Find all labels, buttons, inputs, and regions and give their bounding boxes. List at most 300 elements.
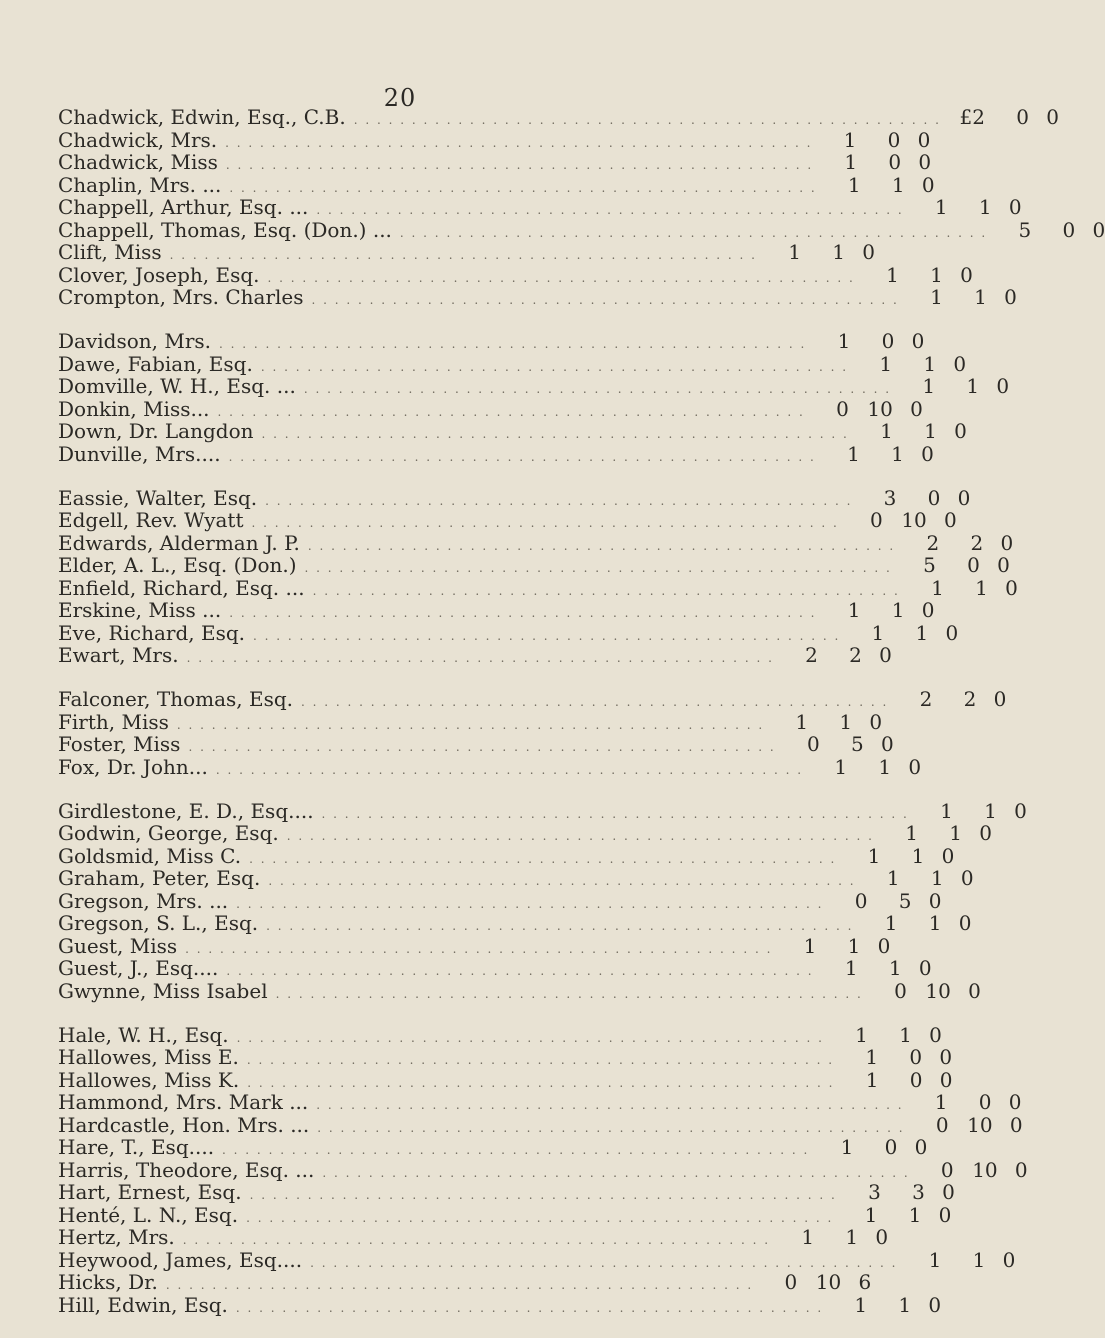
- list-item: [58, 732, 894, 756]
- list-item: [58, 441, 934, 466]
- shillings-value: 1: [928, 911, 942, 935]
- pounds-value: 1: [847, 598, 861, 622]
- amount: [837, 1181, 955, 1204]
- pence-value: 0: [1092, 217, 1105, 242]
- pence-value: 0: [941, 843, 955, 868]
- dot-leader: . . . . . . . . . . . . . . . . . . . . . . . . . . . . . . . . . . . . . . . . . . . . . . . . . . .: [165, 1278, 754, 1292]
- list-item: [58, 866, 974, 890]
- subscriber-name: Crompton, Mrs. Charles: [58, 285, 304, 309]
- dot-leader: . . . . . . . . . . . . . . . . . . . . . . . . . . . . . . . . . . . . . . . . . . . . . . . . . . .: [307, 538, 896, 553]
- subscriber-list: [58, 105, 1105, 1338]
- pence-value: 0: [944, 508, 957, 532]
- list-item: [58, 1135, 928, 1159]
- pounds-value: 1: [934, 1090, 948, 1114]
- pounds-value: 1: [844, 956, 858, 980]
- shillings-value: 0: [967, 553, 980, 577]
- list-item: [58, 821, 992, 845]
- subscriber-name: Henté, L. N., Esq.: [58, 1202, 239, 1227]
- pounds-value: 3: [868, 1180, 881, 1204]
- dot-leader: . . . . . . . . . . . . . . . . . . . . . . . . . . . . . . . . . . . . . . . . . . . . . . . . . . .: [265, 493, 853, 508]
- dot-leader: . . . . . . . . . . . . . . . . . . . . . . . . . . . . . . . . . . . . . . . . . . . . . . . . . . .: [236, 1030, 824, 1045]
- dot-leader: . . . . . . . . . . . . . . . . . . . . . . . . . . . . . . . . . . . . . . . . . . . . . . . . . . .: [185, 941, 773, 956]
- pounds-value: £2: [959, 105, 985, 129]
- dot-leader: . . . . . . . . . . . . . . . . . . . . . . . . . . . . . . . . . . . . . . . . . . . . . . . . . . .: [225, 158, 814, 172]
- pence-value: 0: [928, 888, 942, 913]
- subscriber-name: Down, Dr. Langdon: [58, 419, 254, 443]
- shillings-value: 1: [930, 262, 943, 287]
- shillings-value: 1: [891, 598, 905, 622]
- dot-leader: . . . . . . . . . . . . . . . . . . . . . . . . . . . . . . . . . . . . . . . . . . . . . . . . . . .: [322, 1165, 910, 1180]
- letter-group: [58, 105, 1105, 309]
- dot-leader: . . . . . . . . . . . . . . . . . . . . . . . . . . . . . . . . . . . . . . . . . . . . . . . . . . .: [317, 1120, 905, 1135]
- pounds-value: 1: [865, 1045, 879, 1069]
- pounds-value: 0: [935, 1112, 949, 1137]
- list-item: [58, 1225, 889, 1249]
- pence-value: 0: [917, 127, 931, 152]
- subscriber-name: Falconer, Thomas, Esq.: [58, 687, 294, 711]
- shillings-value: 1: [888, 956, 902, 980]
- pounds-value: 1: [854, 1292, 868, 1317]
- amount: [856, 867, 974, 890]
- pence-value: 0: [939, 1045, 953, 1069]
- shillings-value: 0: [884, 1135, 898, 1159]
- dot-leader: . . . . . . . . . . . . . . . . . . . . . . . . . . . . . . . . . . . . . . . . . . . . . . . . . . .: [399, 225, 988, 240]
- pounds-value: 0: [870, 508, 883, 532]
- pounds-value: 1: [864, 1202, 878, 1227]
- dot-leader: . . . . . . . . . . . . . . . . . . . . . . . . . . . . . . . . . . . . . . . . . . . . . . . . . . .: [176, 717, 765, 732]
- pounds-value: 0: [894, 978, 907, 1003]
- shillings-value: 0: [1062, 217, 1076, 242]
- shillings-value: 1: [924, 419, 937, 443]
- pounds-value: 1: [905, 821, 918, 845]
- subscriber-name: Chadwick, Miss: [58, 150, 218, 174]
- pence-value: 0: [938, 1202, 952, 1227]
- pounds-value: 1: [886, 262, 899, 287]
- list-item: [58, 172, 935, 197]
- amount: [848, 353, 966, 376]
- subscriber-name: Hart, Ernest, Esq.: [58, 1180, 242, 1204]
- pounds-value: 1: [865, 1067, 879, 1092]
- pence-value: 0: [960, 866, 974, 890]
- dot-leader: . . . . . . . . . . . . . . . . . . . . . . . . . . . . . . . . . . . . . . . . . . . . . . . . . . .: [217, 404, 805, 419]
- dot-leader: . . . . . . . . . . . . . . . . . . . . . . . . . . . . . . . . . . . . . . . . . . . . . . . . . . .: [225, 135, 813, 150]
- amount: [816, 443, 934, 466]
- pence-value: 0: [1046, 105, 1059, 129]
- subscriber-name: Edwards, Alderman J. P.: [58, 530, 300, 555]
- list-item: [58, 956, 932, 980]
- pence-value: 0: [1008, 195, 1022, 219]
- subscriber-name: Godwin, George, Esq.: [58, 821, 279, 845]
- list-item: [58, 240, 875, 264]
- dot-leader: . . . . . . . . . . . . . . . . . . . . . . . . . . . . . . . . . . . . . . . . . . . . . . . . . . .: [251, 516, 839, 530]
- shillings-value: 10: [925, 978, 951, 1003]
- list-item: [58, 127, 931, 152]
- pounds-value: 1: [922, 374, 936, 398]
- pence-value: 0: [918, 150, 932, 174]
- pounds-value: 1: [879, 351, 893, 376]
- amount: [941, 106, 1059, 129]
- list-item: [58, 620, 959, 645]
- shillings-value: 1: [898, 1292, 912, 1317]
- list-item: [58, 933, 891, 958]
- amount: [757, 241, 875, 264]
- dot-leader: . . . . . . . . . . . . . . . . . . . . . . . . . . . . . . . . . . . . . . . . . . . . . . . . . . .: [303, 382, 892, 396]
- pounds-value: 1: [871, 620, 885, 645]
- shillings-value: 0: [978, 1090, 992, 1114]
- subscriber-name: Chappell, Arthur, Esq. ...: [58, 195, 309, 219]
- pounds-value: 1: [803, 933, 817, 958]
- dot-leader: . . . . . . . . . . . . . . . . . . . . . . . . . . . . . . . . . . . . . . . . . . . . . . . . . . .: [229, 180, 817, 195]
- list-item: [58, 1247, 1016, 1272]
- shillings-value: 1: [832, 240, 845, 264]
- dot-leader: . . . . . . . . . . . . . . . . . . . . . . . . . . . . . . . . . . . . . . . . . . . . . . . . . . .: [235, 1300, 824, 1315]
- list-item: [58, 374, 1010, 398]
- list-item: [58, 1045, 953, 1069]
- amount: [863, 980, 981, 1003]
- pence-value: 0: [928, 1292, 942, 1317]
- pounds-value: 1: [934, 195, 948, 219]
- shillings-value: 1: [974, 285, 987, 309]
- pence-value: 0: [1005, 575, 1018, 600]
- pence-value: 0: [877, 933, 891, 958]
- dot-leader: . . . . . . . . . . . . . . . . . . . . . . . . . . . . . . . . . . . . . . . . . . . . . . . . . . .: [219, 337, 807, 351]
- list-item: [58, 1157, 1028, 1182]
- shillings-value: 1: [915, 620, 929, 645]
- shillings-value: 5: [850, 732, 864, 756]
- pence-value: 0: [1004, 285, 1017, 309]
- pounds-value: 2: [805, 643, 818, 667]
- pounds-value: 1: [928, 1247, 942, 1272]
- shillings-value: 2: [970, 530, 984, 555]
- shillings-value: 1: [978, 195, 992, 219]
- amount: [874, 822, 992, 845]
- amount: [812, 129, 930, 152]
- list-item: [58, 1067, 953, 1092]
- list-item: [58, 1112, 1023, 1137]
- subscriber-name: Enfield, Richard, Esq. ...: [58, 575, 305, 600]
- shillings-value: 1: [930, 866, 944, 890]
- amount: [816, 599, 934, 622]
- amount: [892, 554, 1010, 577]
- pounds-value: 0: [854, 888, 868, 913]
- pounds-value: 1: [855, 1022, 868, 1047]
- pounds-value: 5: [923, 553, 936, 577]
- amount: [770, 1226, 888, 1249]
- amount: [823, 1294, 941, 1317]
- pence-value: 0: [1000, 530, 1014, 555]
- dot-leader: . . . . . . . . . . . . . . . . . . . . . . . . . . . . . . . . . . . . . . . . . . . . . . . . . . .: [228, 449, 816, 464]
- subscriber-name: Gwynne, Miss Isabel: [58, 978, 268, 1003]
- amount: [809, 1136, 927, 1159]
- amount: [774, 644, 892, 667]
- pounds-value: 1: [801, 1225, 815, 1249]
- pounds-value: 1: [880, 419, 893, 443]
- dot-leader: . . . . . . . . . . . . . . . . . . . . . . . . . . . . . . . . . . . . . . . . . . . . . . . . . . .: [247, 1075, 835, 1090]
- subscriber-name: Gregson, S. L., Esq.: [58, 911, 259, 935]
- pence-value: 0: [1014, 798, 1027, 823]
- list-item: [58, 105, 1059, 129]
- dot-leader: . . . . . . . . . . . . . . . . . . . . . . . . . . . . . . . . . . . . . . . . . . . . . . . . . . .: [312, 583, 900, 598]
- dot-leader: . . . . . . . . . . . . . . . . . . . . . . . . . . . . . . . . . . . . . . . . . . . . . . . . . . .: [304, 561, 892, 575]
- pence-value: 0: [918, 956, 932, 980]
- amount: [836, 845, 954, 868]
- pence-value: 0: [958, 911, 972, 935]
- shillings-value: 1: [975, 575, 988, 600]
- subscriber-name: Gregson, Mrs. ...: [58, 888, 229, 913]
- shillings-value: 1: [972, 1247, 986, 1272]
- subscriber-name: Girdlestone, E. D., Esq....: [58, 798, 314, 823]
- pence-value: 0: [1008, 1090, 1022, 1114]
- list-item: [58, 978, 981, 1003]
- dot-leader: . . . . . . . . . . . . . . . . . . . . . . . . . . . . . . . . . . . . . . . . . . . . . . . . . . .: [188, 740, 776, 754]
- subscriber-name: Goldsmid, Miss C.: [58, 843, 242, 868]
- pence-value: 0: [945, 620, 959, 645]
- pence-value: 0: [942, 1180, 955, 1204]
- amount: [834, 1069, 952, 1092]
- shillings-value: 1: [949, 821, 962, 845]
- amount: [987, 219, 1105, 242]
- dot-leader: . . . . . . . . . . . . . . . . . . . . . . . . . . . . . . . . . . . . . . . . . . . . . . . . . . .: [275, 986, 863, 1001]
- list-item: [58, 419, 967, 443]
- page-number: 20: [383, 84, 417, 112]
- list-item: [58, 195, 1022, 219]
- amount: [910, 1159, 1028, 1182]
- pence-value: 0: [921, 598, 935, 622]
- subscriber-name: Clover, Joseph, Esq.: [58, 262, 260, 287]
- letter-group: [58, 485, 1018, 667]
- pence-value: 0: [875, 1225, 889, 1249]
- amount: [899, 286, 1017, 309]
- amount: [813, 151, 931, 174]
- pounds-value: 1: [886, 866, 900, 890]
- subscriber-name: Guest, J., Esq....: [58, 956, 219, 980]
- list-item: [58, 285, 1017, 309]
- subscriber-name: Hare, T., Esq....: [58, 1135, 215, 1159]
- pence-value: 0: [979, 821, 992, 845]
- shillings-value: 1: [899, 1022, 912, 1047]
- pounds-value: 0: [940, 1157, 954, 1182]
- list-item: [58, 1180, 955, 1204]
- subscriber-name: Guest, Miss: [58, 933, 178, 958]
- dot-leader: . . . . . . . . . . . . . . . . . . . . . . . . . . . . . . . . . . . . . . . . . . . . . . . . . . .: [222, 1143, 810, 1157]
- pence-value: 0: [910, 396, 923, 421]
- subscriber-name: Edgell, Rev. Wyatt: [58, 508, 244, 532]
- subscriber-name: Hale, W. H., Esq.: [58, 1022, 229, 1047]
- letter-group: [58, 687, 1007, 779]
- subscriber-name: Fox, Dr. John...: [58, 754, 208, 779]
- subscriber-name: Erskine, Miss ...: [58, 598, 222, 622]
- list-item: [58, 843, 955, 868]
- amount: [909, 800, 1027, 823]
- pence-value: 0: [957, 485, 971, 510]
- subscriber-name: Chappell, Thomas, Esq. (Don.) ...: [58, 217, 392, 242]
- list-item: [58, 1022, 942, 1047]
- subscriber-name: Graham, Peter, Esq.: [58, 866, 261, 890]
- amount: [853, 912, 971, 935]
- pounds-value: 1: [847, 172, 861, 197]
- amount: [823, 890, 941, 913]
- subscriber-name: Elder, A. L., Esq. (Don.): [58, 553, 297, 577]
- dot-leader: . . . . . . . . . . . . . . . . . . . . . . . . . . . . . . . . . . . . . . . . . . . . . . . . . . .: [267, 270, 855, 285]
- subscriber-name: Clift, Miss: [58, 240, 162, 264]
- subscriber-name: Eve, Richard, Esq.: [58, 620, 246, 645]
- dot-leader: . . . . . . . . . . . . . . . . . . . . . . . . . . . . . . . . . . . . . . . . . . . . . . . . . . .: [215, 762, 804, 777]
- shillings-value: 10: [972, 1157, 998, 1182]
- subscriber-name: Hallowes, Miss K.: [58, 1067, 240, 1092]
- list-item: [58, 485, 971, 510]
- pence-value: 6: [858, 1270, 872, 1294]
- pence-value: 0: [879, 643, 892, 667]
- amount: [814, 957, 932, 980]
- pounds-value: 1: [840, 1135, 854, 1159]
- pounds-value: 1: [867, 843, 881, 868]
- list-item: [58, 351, 967, 376]
- amount: [852, 487, 970, 510]
- list-item: [58, 508, 957, 532]
- list-item: [58, 530, 1014, 555]
- amount: [805, 398, 923, 421]
- letter-group: [58, 1022, 1028, 1317]
- pounds-value: 1: [931, 575, 944, 600]
- list-item: [58, 575, 1018, 600]
- list-item: [58, 150, 932, 174]
- pence-value: 0: [862, 240, 875, 264]
- list-item: [58, 1292, 942, 1317]
- dot-leader: . . . . . . . . . . . . . . . . . . . . . . . . . . . . . . . . . . . . . . . . . . . . . . . . . . .: [246, 1210, 834, 1225]
- pounds-value: 2: [926, 530, 940, 555]
- shillings-value: 1: [908, 1202, 922, 1227]
- amount: [803, 756, 921, 779]
- pence-value: 0: [939, 1067, 953, 1092]
- list-item: [58, 888, 942, 913]
- list-item: [58, 329, 925, 353]
- subscriber-name: Harris, Theodore, Esq. ...: [58, 1157, 315, 1182]
- list-item: [58, 598, 935, 622]
- pence-value: 0: [929, 1022, 942, 1047]
- amount: [824, 1024, 942, 1047]
- list-item: [58, 798, 1027, 823]
- amount: [849, 420, 967, 443]
- dot-leader: . . . . . . . . . . . . . . . . . . . . . . . . . . . . . . . . . . . . . . . . . . . . . . . . . . .: [169, 248, 757, 262]
- shillings-value: 0: [927, 485, 941, 510]
- list-item: [58, 1202, 952, 1227]
- dot-leader: . . . . . . . . . . . . . . . . . . . . . . . . . . . . . . . . . . . . . . . . . . . . . . . . . . .: [301, 695, 889, 709]
- dot-leader: . . . . . . . . . . . . . . . . . . . . . . . . . . . . . . . . . . . . . . . . . . . . . . . . . . .: [246, 1053, 835, 1067]
- pence-value: 0: [960, 262, 973, 287]
- amount: [895, 532, 1013, 555]
- pounds-value: 0: [836, 396, 849, 421]
- pounds-value: 5: [1018, 217, 1032, 242]
- pence-value: 0: [911, 329, 925, 353]
- amount: [904, 196, 1022, 219]
- shillings-value: 0: [881, 329, 895, 353]
- list-item: [58, 709, 883, 734]
- dot-leader: . . . . . . . . . . . . . . . . . . . . . . . . . . . . . . . . . . . . . . . . . . . . . . . . . . .: [310, 1255, 898, 1270]
- amount: [834, 1046, 952, 1069]
- shillings-value: 1: [891, 172, 905, 197]
- subscriber-name: Hallowes, Miss E.: [58, 1045, 239, 1069]
- shillings-value: 0: [888, 150, 902, 174]
- pounds-value: 1: [847, 441, 860, 466]
- pence-value: 0: [953, 351, 967, 376]
- pence-value: 0: [996, 374, 1010, 398]
- pounds-value: 0: [806, 732, 820, 756]
- dot-leader: . . . . . . . . . . . . . . . . . . . . . . . . . . . . . . . . . . . . . . . . . . . . . . . . . . .: [186, 651, 774, 665]
- dot-leader: . . . . . . . . . . . . . . . . . . . . . . . . . . . . . . . . . . . . . . . . . . . . . . . . . . .: [260, 359, 849, 374]
- subscriber-name: Chadwick, Edwin, Esq., C.B.: [58, 105, 346, 129]
- shillings-value: 10: [901, 508, 927, 532]
- shillings-value: 1: [847, 933, 861, 958]
- pence-value: 0: [921, 441, 934, 466]
- amount: [776, 733, 894, 756]
- list-item: [58, 911, 972, 935]
- subscriber-name: Dawe, Fabian, Esq.: [58, 351, 253, 376]
- pounds-value: 1: [844, 150, 858, 174]
- pence-value: 0: [869, 709, 883, 734]
- shillings-value: 0: [1016, 105, 1029, 129]
- dot-leader: . . . . . . . . . . . . . . . . . . . . . . . . . . . . . . . . . . . . . . . . . . . . . . . . . . .: [321, 806, 909, 821]
- list-item: [58, 643, 892, 667]
- dot-leader: . . . . . . . . . . . . . . . . . . . . . . . . . . . . . . . . . . . . . . . . . . . . . . . . . . .: [249, 851, 837, 866]
- shillings-value: 10: [967, 1112, 993, 1137]
- dot-leader: . . . . . . . . . . . . . . . . . . . . . . . . . . . . . . . . . . . . . . . . . . . . . . . . . . .: [253, 628, 841, 643]
- dot-leader: . . . . . . . . . . . . . . . . . . . . . . . . . . . . . . . . . . . . . . . . . . . . . . . . . . .: [229, 606, 817, 620]
- subscriber-name: Eassie, Walter, Esq.: [58, 485, 258, 510]
- amount: [833, 1204, 951, 1227]
- shillings-value: 0: [909, 1067, 923, 1092]
- shillings-value: 1: [911, 843, 925, 868]
- dot-leader: . . . . . . . . . . . . . . . . . . . . . . . . . . . . . . . . . . . . . . . . . . . . . . . . . . .: [261, 427, 849, 441]
- amount: [904, 1091, 1022, 1114]
- pence-value: 0: [1009, 1112, 1023, 1137]
- pounds-value: 2: [919, 687, 933, 711]
- pounds-value: 1: [930, 285, 943, 309]
- shillings-value: 1: [984, 798, 997, 823]
- pence-value: 0: [968, 978, 981, 1003]
- subscriber-name: Foster, Miss: [58, 732, 181, 756]
- dot-leader: . . . . . . . . . . . . . . . . . . . . . . . . . . . . . . . . . . . . . . . . . . . . . . . . . . .: [266, 919, 854, 933]
- shillings-value: 0: [909, 1045, 923, 1069]
- letter-group: [58, 329, 1010, 466]
- pounds-value: 1: [788, 240, 801, 264]
- letter-group: [58, 798, 1027, 1003]
- dot-leader: . . . . . . . . . . . . . . . . . . . . . . . . . . . . . . . . . . . . . . . . . . . . . . . . . . .: [268, 874, 856, 888]
- subscriber-name: Heywood, James, Esq....: [58, 1247, 303, 1272]
- dot-leader: . . . . . . . . . . . . . . . . . . . . . . . . . . . . . . . . . . . . . . . . . . . . . . . . . . .: [236, 896, 824, 911]
- list-item: [58, 1270, 872, 1294]
- subscriber-name: Donkin, Miss...: [58, 396, 210, 421]
- dot-leader: . . . . . . . . . . . . . . . . . . . . . . . . . . . . . . . . . . . . . . . . . . . . . . . . . . .: [182, 1233, 771, 1247]
- pence-value: 0: [880, 732, 894, 756]
- subscriber-name: Hill, Edwin, Esq.: [58, 1292, 228, 1317]
- subscriber-name: Hammond, Mrs. Mark ...: [58, 1090, 309, 1114]
- shillings-value: 1: [891, 441, 904, 466]
- amount: [900, 577, 1018, 600]
- shillings-value: 2: [963, 687, 977, 711]
- amount: [855, 264, 973, 287]
- list-item: [58, 1090, 1022, 1114]
- dot-leader: . . . . . . . . . . . . . . . . . . . . . . . . . . . . . . . . . . . . . . . . . . . . . . . . . . .: [311, 293, 899, 307]
- pounds-value: 0: [784, 1270, 798, 1294]
- subscriber-name: Firth, Miss: [58, 709, 169, 734]
- pence-value: 0: [954, 419, 967, 443]
- subscriber-name: Hicks, Dr.: [58, 1270, 158, 1294]
- shillings-value: 10: [815, 1270, 842, 1294]
- dot-leader: . . . . . . . . . . . . . . . . . . . . . . . . . . . . . . . . . . . . . . . . . . . . . . . . . . .: [226, 964, 814, 978]
- amount: [806, 330, 924, 353]
- subscriber-name: Hardcastle, Hon. Mrs. ...: [58, 1112, 310, 1137]
- pounds-value: 3: [883, 485, 897, 510]
